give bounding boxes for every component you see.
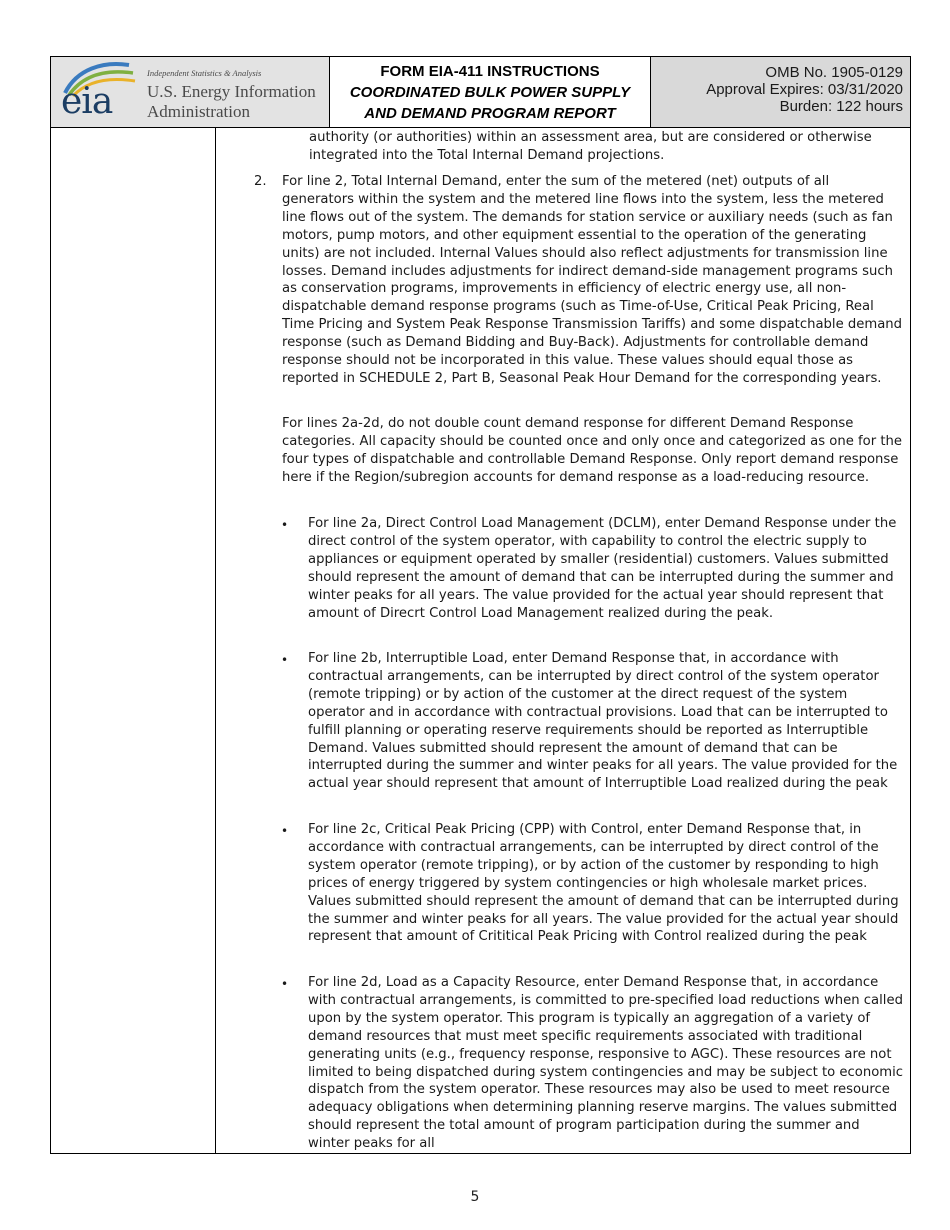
bullet-marker: •	[281, 824, 289, 838]
form-subtitle-line2: AND DEMAND PROGRAM REPORT	[364, 105, 616, 122]
page-number: 5	[470, 1189, 480, 1205]
bullet-2d: For line 2d, Load as a Capacity Resource, enter Demand Response that, in accordance with contractual arrangements, is committed to pre-specified load reductions when called upon by the system operator. This program is typically an aggregation of a variety of demand resources that must meet specific requirements associated with traditional generating units (e.g., frequency response, responsive to AGC). These resources are not limited to being dispatched during system contingencies and may be subject to economic dispatch from the system operator. These resources may also be used to meet resource adequacy obligations when determining planning reserve margins. The values submitted should represent the total amount of program participation during the summer and winter peaks for all	[308, 975, 904, 1152]
form-header	[50, 56, 911, 128]
logo-tagline: Independent Statistics & Analysis	[147, 68, 262, 78]
item-2-text: For line 2, Total Internal Demand, enter the sum of the metered (net) outputs of all generators within the system and the metered line flows into the system, less the metered line flows out of the system. The demands for station service or auxiliary needs (such as fan motors, pump motors, and other equipment essential to the operation of the generating units) are not included. Internal Values should also reflect adjustments for transmission line losses. Demand includes adjustments for indirect demand-side management programs such as conservation programs, improvements in efficiency of electric energy use, all non-dispatchable demand response programs (such as Time-of-Use, Critical Peak Pricing, Real Time Pricing and System Peak Response Transmission Tariffs) and some dispatchable demand response (such as Demand Bidding and Buy-Back). Adjustments for controllable demand response should not be incorporated in this value. These values should equal those as reported in SCHEDULE 2, Part B, Seasonal Peak Hour Demand for the corresponding years.	[282, 174, 903, 386]
omb-number: OMB No. 1905-0129	[765, 64, 903, 81]
lines-2a-2d-text: For lines 2a-2d, do not double count demand response for different Demand Response categories. All capacity should be counted once and only once and categorized as one for the four types of dispatchable and controllable Demand Response. Only report demand response here if the Region/subregion accounts for demand response as a load-reducing resource.	[282, 416, 902, 485]
column-divider	[215, 127, 216, 1153]
bullet-marker: •	[281, 977, 289, 991]
continuation-text: authority (or authorities) within an assessment area, but are considered or otherwise integrated into the Total Internal Demand projections.	[309, 130, 872, 163]
bullet-marker: •	[281, 518, 289, 532]
bullet-marker: •	[281, 653, 289, 667]
agency-name-line1: U.S. Energy Information	[147, 82, 316, 101]
form-title-block	[330, 57, 651, 127]
form-subtitle-line1: COORDINATED BULK POWER SUPPLY	[349, 84, 631, 101]
bullet-2b: For line 2b, Interruptible Load, enter Demand Response that, in accordance with contractual arrangements, can be interrupted by direct control of the system operator (remote tripping) or by action of the customer at the direct request of the system operator and in accordance with contractual provisions. Load that can be interrupted to fulfill planning or operating reserve requirements should be reported as Interruptible Demand. Values submitted should represent the amount of demand that can be interrupted during the summer and winter peaks for all years. The value provided for the actual year should represent that amount of Interruptible Load realized during the peak	[308, 651, 898, 792]
agency-name	[147, 82, 316, 122]
eia-logo-block	[51, 57, 330, 127]
instructions-table	[50, 127, 911, 1154]
item-2-number: 2.	[254, 174, 267, 189]
form-title: FORM EIA-411 INSTRUCTIONS	[380, 63, 600, 80]
bullet-2a: For line 2a, Direct Control Load Management (DCLM), enter Demand Response under the direct control of the system operator, with capability to control the electric supply to appliances or equipment operated by smaller (residential) customers. Values submitted should represent the amount of demand that can be interrupted during the summer and winter peaks for all years. The value provided for the actual year should represent that amount of Direcrt Control Load Management realized during the peak.	[308, 516, 897, 621]
burden-hours: Burden: 122 hours	[779, 98, 903, 115]
eia-logo-text: eia	[61, 81, 113, 122]
approval-expires: Approval Expires: 03/31/2020	[706, 81, 903, 98]
agency-name-line2: Administration	[147, 102, 250, 121]
bullet-2c: For line 2c, Critical Peak Pricing (CPP) with Control, enter Demand Response that, in accordance with contractual arrangements, can be interrupted by direct control of the system operator (remote tripping), or by action of the customer by responding to high prices of energy triggered by system contingencies or high wholesale market prices. Values submitted should represent the amount of demand that can be interrupted during the summer and winter peaks for all years. The value provided for the actual year should represent that amount of Crititical Peak Pricing with Control realized during the peak	[308, 822, 899, 945]
omb-block	[651, 57, 910, 127]
